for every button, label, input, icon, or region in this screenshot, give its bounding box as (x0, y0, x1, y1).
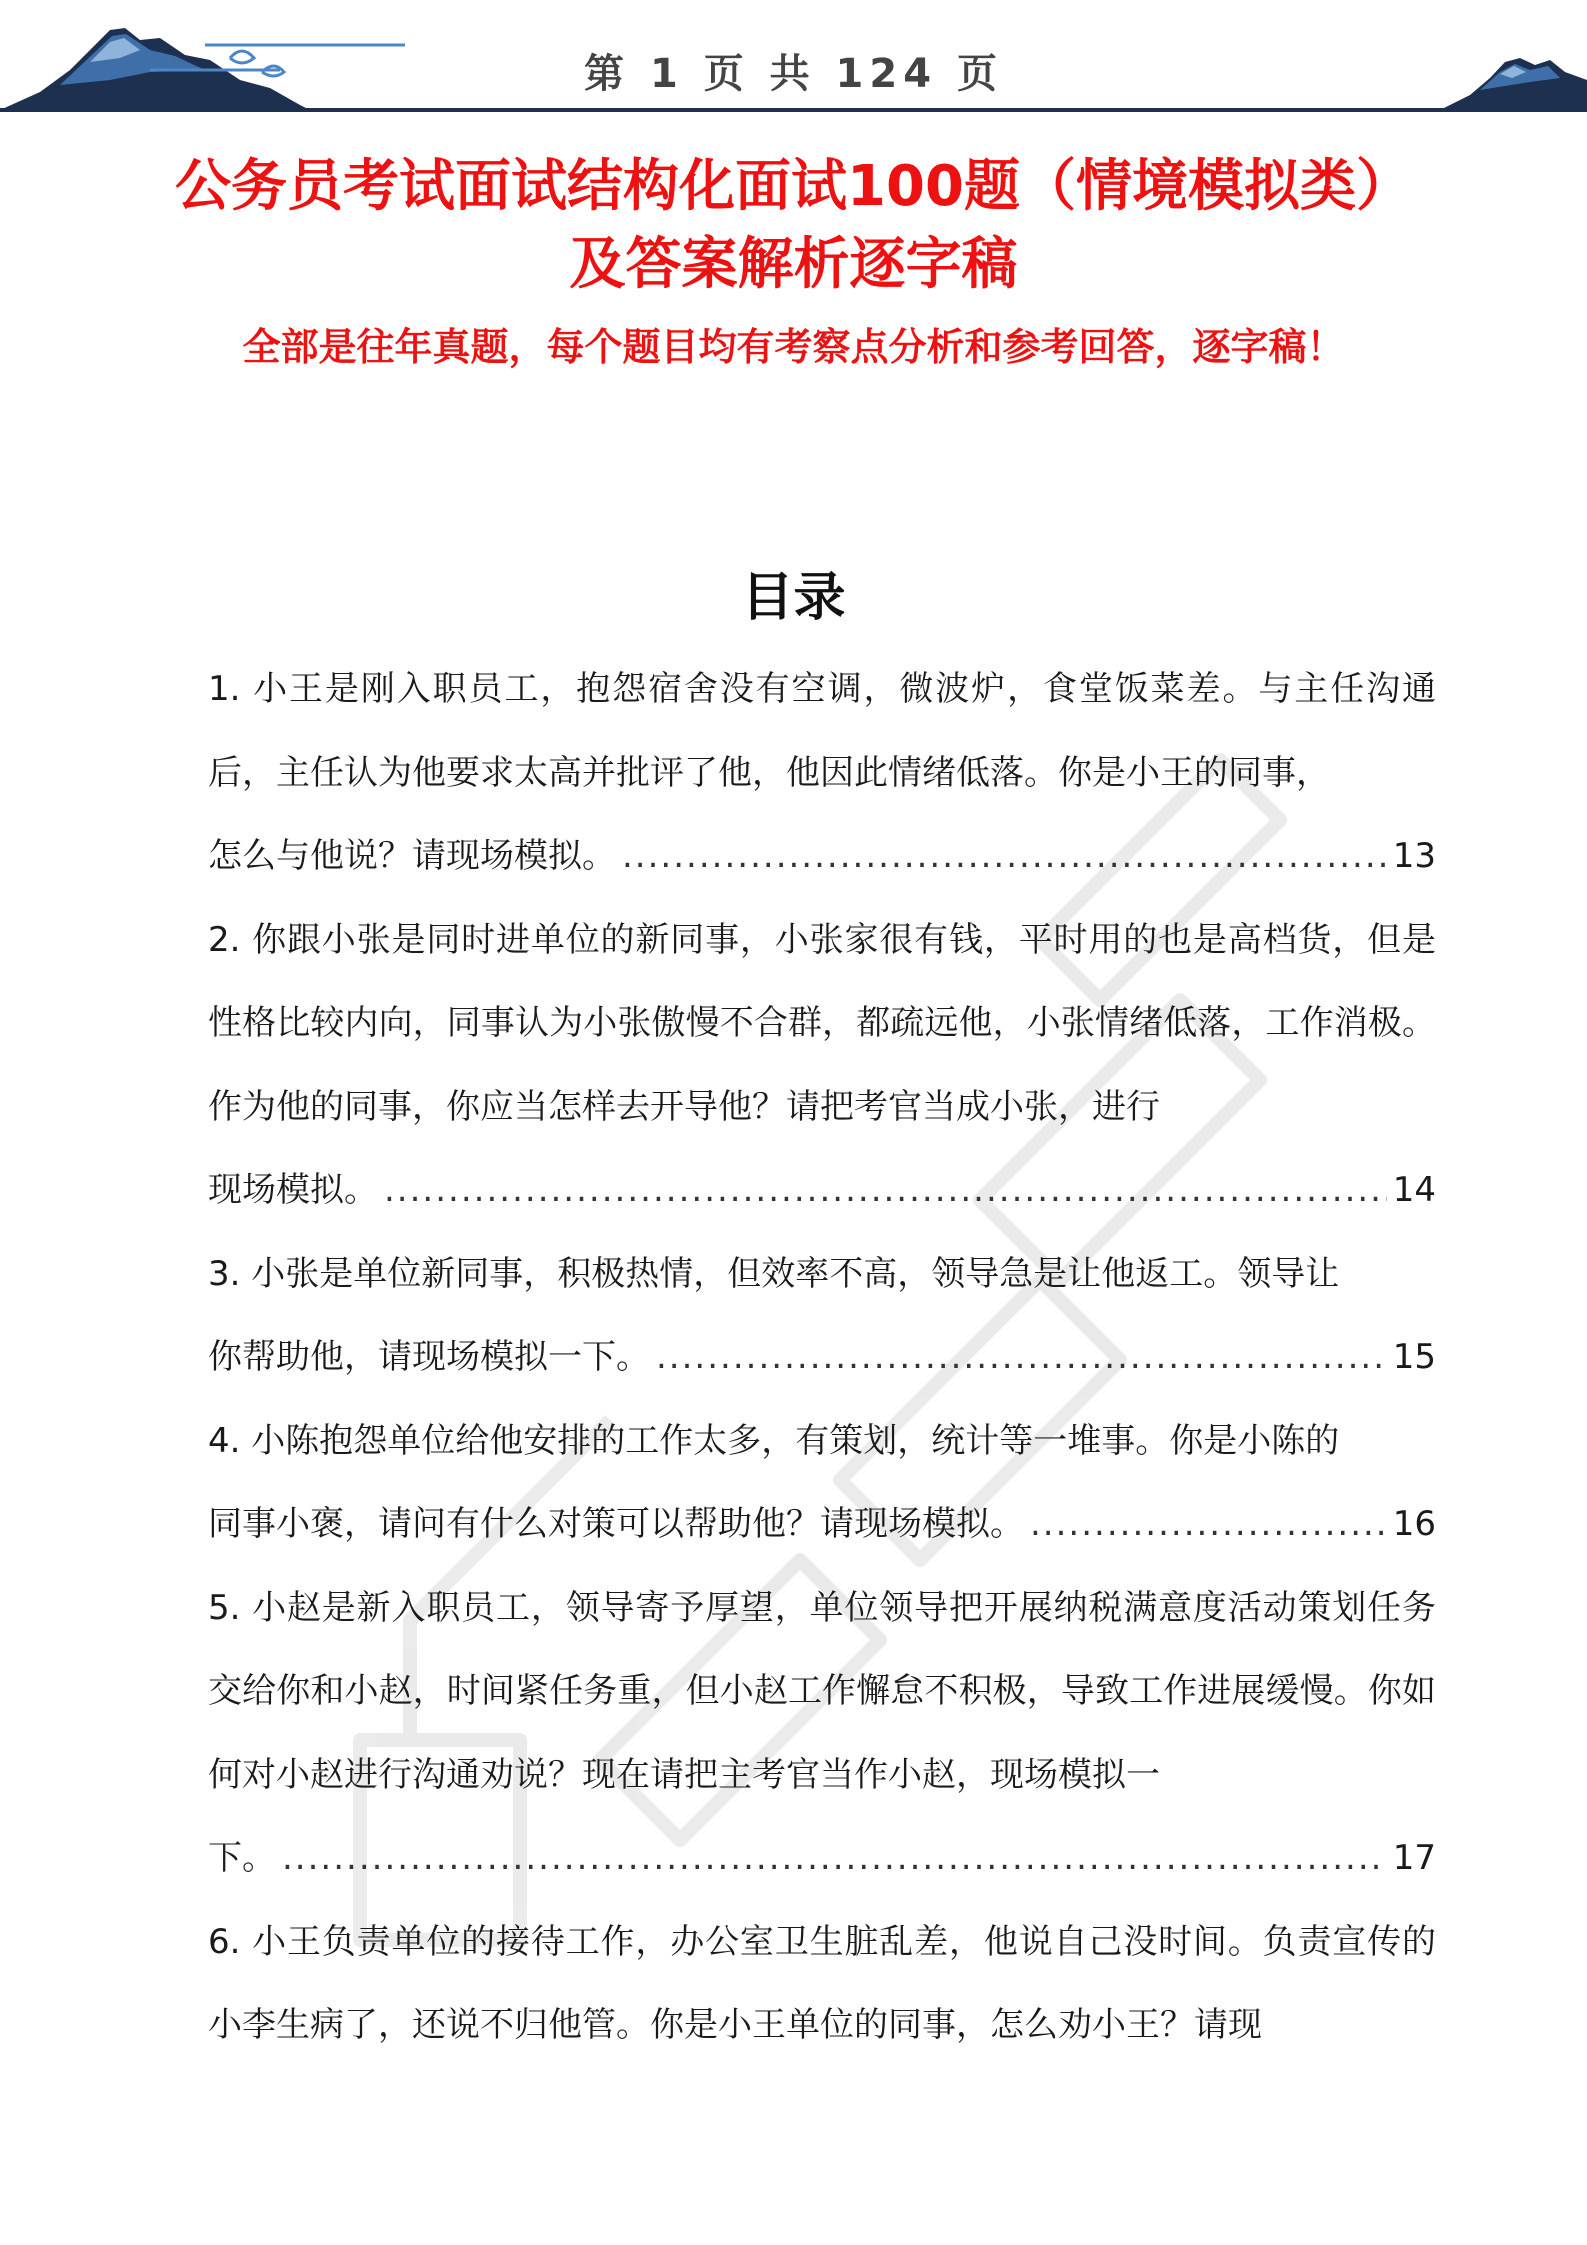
toc-entry-4[interactable] (208, 1400, 1436, 1567)
toc-entry-tail: 同事小褒，请问有什么对策可以帮助他？请现场模拟。 (208, 1504, 1024, 1544)
table-of-contents (208, 648, 1436, 2068)
toc-entry-text: 3. 小张是单位新同事，积极热情，但效率不高，领导急是让他返工。领导让 (208, 1253, 1340, 1294)
toc-page-number: 16 (1392, 1504, 1436, 1544)
document-subtitle: 全部是往年真题，每个题目均有考察点分析和参考回答，逐字稿！ (242, 325, 1345, 369)
toc-entry-text: 2. 你跟小张是同时进单位的新同事，小张家很有钱，平时用的也是高档货，但是性格比较内向，同事认为小张傲慢不合群，都疏远他，小张情绪低落，工作消极。作为他的同事，你应当怎样去开导他？请把考官当成小张，进行 (208, 919, 1436, 1127)
toc-entry-text: 1. 小王是刚入职员工，抱怨宿舍没有空调，微波炉，食堂饭菜差。与主任沟通后，主任认为他要求太高并批评了他，他因此情绪低落。你是小王的同事， (208, 669, 1436, 793)
toc-entry-2[interactable] (208, 899, 1436, 1233)
toc-page-number: 17 (1392, 1838, 1436, 1878)
toc-entry-tail: 你帮助他，请现场模拟一下。 (208, 1337, 650, 1377)
page-header (0, 0, 1587, 125)
toc-entry-3[interactable] (208, 1233, 1436, 1400)
toc-leader-dots (622, 815, 1387, 899)
toc-page-number: 15 (1392, 1337, 1436, 1377)
toc-entry-text: 4. 小陈抱怨单位给他安排的工作太多，有策划，统计等一堆事。你是小陈的 (208, 1420, 1340, 1461)
toc-entry-6[interactable] (208, 1901, 1436, 2068)
toc-entry-5[interactable] (208, 1567, 1436, 1901)
toc-leader-dots (384, 1149, 1387, 1233)
toc-entry-tail: 下。 (208, 1838, 276, 1878)
toc-entry-tail: 现场模拟。 (208, 1170, 378, 1210)
document-title: 公务员考试面试结构化面试100题（情境模拟类）及答案解析逐字稿 (175, 154, 1412, 297)
toc-entry-text: 6. 小王负责单位的接待工作，办公室卫生脏乱差，他说自己没时间。负责宣传的小李生病了，还说不归他管。你是小王单位的同事，怎么劝小王？请现 (208, 1921, 1436, 2045)
toc-entry-text: 5. 小赵是新入职员工，领导寄予厚望，单位领导把开展纳税满意度活动策划任务交给你和小赵，时间紧任务重，但小赵工作懈怠不积极，导致工作进展缓慢。你如何对小赵进行沟通劝说？现在请把主考官当作小赵，现场模拟一 (208, 1587, 1436, 1795)
toc-leader-dots (656, 1316, 1387, 1400)
toc-leader-dots (1030, 1483, 1387, 1567)
page-indicator: 第 1 页 共 124 页 (584, 51, 1003, 97)
toc-page-number: 13 (1392, 836, 1436, 876)
toc-leader-dots (282, 1817, 1387, 1901)
toc-heading: 目录 (741, 568, 846, 628)
toc-entry-tail: 怎么与他说？请现场模拟。 (208, 836, 616, 876)
toc-page-number: 14 (1392, 1170, 1436, 1210)
toc-entry-1[interactable] (208, 648, 1436, 899)
